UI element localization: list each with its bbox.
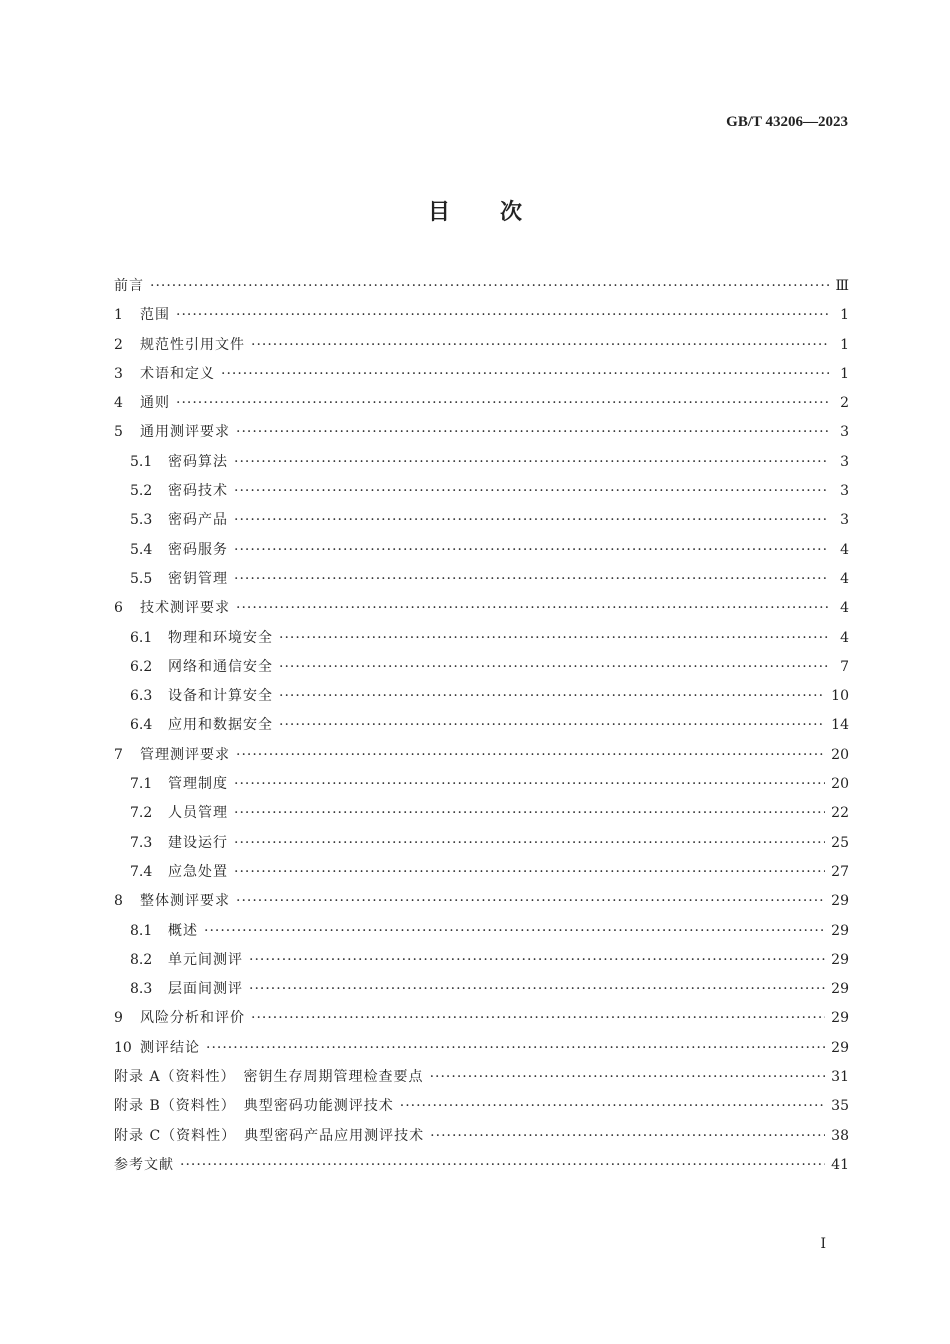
toc-entry[interactable] bbox=[114, 331, 849, 360]
toc-entry-page: 4 bbox=[840, 600, 849, 617]
toc-entry-label: 设备和计算安全 bbox=[168, 688, 273, 705]
toc-entry[interactable] bbox=[114, 1004, 849, 1033]
toc-entry-label: 层面间测评 bbox=[168, 981, 243, 998]
toc-entry-label: 密码算法 bbox=[168, 453, 228, 470]
toc-entry-label: 参考文献 bbox=[114, 1156, 174, 1173]
toc-entry-number: 5.5 bbox=[130, 570, 153, 587]
toc-entry-number: 5.4 bbox=[130, 541, 153, 558]
dot-leader bbox=[234, 565, 829, 594]
toc-entry-number: 3 bbox=[114, 365, 123, 382]
toc-entry-label: 单元间测评 bbox=[168, 951, 243, 968]
dot-leader bbox=[279, 711, 825, 740]
toc-entry-label: 附录 C（资料性） 典型密码产品应用测评技术 bbox=[114, 1127, 425, 1144]
toc-entry-number: 6.4 bbox=[130, 717, 153, 734]
dot-leader bbox=[236, 887, 825, 916]
page-number: I bbox=[820, 1236, 826, 1252]
toc-entry-page: 35 bbox=[831, 1098, 849, 1115]
toc-entry-label: 密钥管理 bbox=[168, 570, 228, 587]
toc-entry-label: 应急处置 bbox=[168, 863, 228, 880]
toc-entry-page: 20 bbox=[831, 776, 849, 793]
toc-entry[interactable] bbox=[114, 418, 849, 447]
toc-entry-page: 7 bbox=[840, 658, 849, 675]
dot-leader bbox=[180, 1151, 825, 1180]
toc-entry[interactable] bbox=[114, 1122, 849, 1151]
toc-entry-page: 3 bbox=[840, 483, 849, 500]
dot-leader bbox=[234, 448, 829, 477]
toc-entry[interactable] bbox=[114, 799, 849, 828]
toc-entry-label: 管理制度 bbox=[168, 776, 228, 793]
toc-entry-number: 5 bbox=[114, 424, 123, 441]
toc-entry-page: 22 bbox=[831, 805, 849, 822]
toc-entry-label: 网络和通信安全 bbox=[168, 658, 273, 675]
toc-entry-page: 3 bbox=[840, 512, 849, 529]
standard-number: GB/T 43206—2023 bbox=[726, 114, 848, 130]
toc-entry-label: 物理和环境安全 bbox=[168, 629, 273, 646]
toc-entry[interactable] bbox=[114, 741, 849, 770]
toc-entry-label: 技术测评要求 bbox=[140, 600, 230, 617]
toc-entry[interactable] bbox=[114, 536, 849, 565]
toc-entry-page: 38 bbox=[831, 1127, 849, 1144]
dot-leader bbox=[430, 1122, 825, 1151]
toc-entry[interactable] bbox=[114, 1092, 849, 1121]
dot-leader bbox=[279, 682, 825, 711]
toc-entry-label: 概述 bbox=[168, 922, 198, 939]
toc-entry[interactable] bbox=[114, 770, 849, 799]
toc-entry[interactable] bbox=[114, 858, 849, 887]
dot-leader bbox=[400, 1092, 825, 1121]
toc-entry-page: 1 bbox=[840, 336, 849, 353]
toc-entry[interactable] bbox=[114, 682, 849, 711]
toc-entry-page: 3 bbox=[840, 453, 849, 470]
dot-leader bbox=[249, 946, 825, 975]
toc-entry[interactable] bbox=[114, 1034, 849, 1063]
toc-entry-label: 风险分析和评价 bbox=[140, 1010, 245, 1027]
toc-entry-label: 通则 bbox=[140, 395, 170, 412]
toc-entry-page: 29 bbox=[831, 922, 849, 939]
dot-leader bbox=[430, 1063, 826, 1092]
toc-entry-number: 7.2 bbox=[130, 805, 153, 822]
toc-entry[interactable] bbox=[114, 301, 849, 330]
toc-entry-number: 8.2 bbox=[130, 951, 153, 968]
toc-entry[interactable] bbox=[114, 477, 849, 506]
toc-entry[interactable] bbox=[114, 624, 849, 653]
toc-entry-page: 1 bbox=[840, 365, 849, 382]
toc-entry-page: 4 bbox=[840, 570, 849, 587]
toc-entry-page: 29 bbox=[831, 1010, 849, 1027]
toc-entry-number: 7.1 bbox=[130, 776, 153, 793]
page-title: 目次 bbox=[427, 199, 572, 225]
dot-leader bbox=[234, 536, 829, 565]
toc-entry-label: 建设运行 bbox=[168, 834, 228, 851]
toc-entry[interactable] bbox=[114, 448, 849, 477]
toc-entry[interactable] bbox=[114, 653, 849, 682]
toc-entry-label: 术语和定义 bbox=[140, 365, 215, 382]
toc-entry-number: 5.3 bbox=[130, 512, 153, 529]
toc-entry-label: 附录 B（资料性） 典型密码功能测评技术 bbox=[114, 1098, 394, 1115]
toc-entry[interactable] bbox=[114, 594, 849, 623]
dot-leader bbox=[251, 331, 829, 360]
toc-entry-page: 14 bbox=[831, 717, 849, 734]
toc-entry-label: 人员管理 bbox=[168, 805, 228, 822]
dot-leader bbox=[234, 799, 825, 828]
toc-entry-number: 5.1 bbox=[130, 453, 153, 470]
toc-entry[interactable] bbox=[114, 1063, 849, 1092]
toc-entry-number: 6.2 bbox=[130, 658, 153, 675]
dot-leader bbox=[176, 389, 829, 418]
toc-entry-number: 8 bbox=[114, 893, 123, 910]
toc-entry[interactable] bbox=[114, 711, 849, 740]
toc-entry[interactable] bbox=[114, 946, 849, 975]
dot-leader bbox=[234, 858, 825, 887]
toc-entry[interactable] bbox=[114, 1151, 849, 1180]
dot-leader bbox=[234, 506, 829, 535]
toc-entry-label: 范围 bbox=[140, 307, 170, 324]
toc-entry-label: 附录 A（资料性） 密钥生存周期管理检查要点 bbox=[114, 1069, 424, 1086]
dot-leader bbox=[234, 477, 829, 506]
toc-entry-number: 8.1 bbox=[130, 922, 153, 939]
toc-entry-number: 9 bbox=[114, 1010, 123, 1027]
toc-entry[interactable] bbox=[114, 272, 849, 301]
toc-entry[interactable] bbox=[114, 389, 849, 418]
dot-leader bbox=[234, 770, 825, 799]
dot-leader bbox=[251, 1004, 825, 1033]
toc-entry[interactable] bbox=[114, 360, 849, 389]
toc-entry-number: 7.3 bbox=[130, 834, 153, 851]
toc-entry-label: 整体测评要求 bbox=[140, 893, 230, 910]
toc-entry-label: 测评结论 bbox=[140, 1039, 200, 1056]
toc-entry-label: 规范性引用文件 bbox=[140, 336, 245, 353]
dot-leader bbox=[176, 301, 829, 330]
toc-entry-label: 密码服务 bbox=[168, 541, 228, 558]
toc-entry[interactable] bbox=[114, 975, 849, 1004]
toc-entry-number: 1 bbox=[114, 307, 123, 324]
toc-entry-label: 通用测评要求 bbox=[140, 424, 230, 441]
dot-leader bbox=[236, 594, 829, 623]
dot-leader bbox=[150, 272, 829, 301]
toc-entry-label: 应用和数据安全 bbox=[168, 717, 273, 734]
dot-leader bbox=[204, 917, 825, 946]
toc-entry-page: 1 bbox=[840, 307, 849, 324]
toc-entry[interactable] bbox=[114, 917, 849, 946]
toc-entry-number: 6.1 bbox=[130, 629, 153, 646]
toc-entry[interactable] bbox=[114, 887, 849, 916]
toc-entry-number: 4 bbox=[114, 395, 123, 412]
toc-entry-number: 8.3 bbox=[130, 981, 153, 998]
toc-entry-number: 6 bbox=[114, 600, 123, 617]
toc-entry-page: 3 bbox=[840, 424, 849, 441]
toc-entry-page: 29 bbox=[831, 951, 849, 968]
toc-entry-page: 29 bbox=[831, 981, 849, 998]
toc-entry-page: 27 bbox=[831, 863, 849, 880]
toc-entry-page: 10 bbox=[831, 688, 849, 705]
dot-leader bbox=[206, 1034, 825, 1063]
dot-leader bbox=[221, 360, 829, 389]
dot-leader bbox=[236, 418, 829, 447]
toc-entry[interactable] bbox=[114, 829, 849, 858]
toc-entry-number: 7 bbox=[114, 746, 123, 763]
toc-entry-page: 4 bbox=[840, 629, 849, 646]
dot-leader bbox=[279, 653, 829, 682]
toc-entry-page: 31 bbox=[831, 1069, 849, 1086]
toc-entry-page: 41 bbox=[831, 1156, 849, 1173]
toc-entry-number: 6.3 bbox=[130, 688, 153, 705]
toc-entry-page: 29 bbox=[831, 1039, 849, 1056]
toc-entry-page: 2 bbox=[840, 395, 849, 412]
toc-entry-page: 25 bbox=[831, 834, 849, 851]
toc-entry-number: 10 bbox=[114, 1039, 132, 1056]
toc-entry[interactable] bbox=[114, 506, 849, 535]
toc-entry-number: 7.4 bbox=[130, 863, 153, 880]
table-of-contents bbox=[114, 272, 849, 1180]
dot-leader bbox=[236, 741, 825, 770]
dot-leader bbox=[234, 829, 825, 858]
toc-entry-page: 29 bbox=[831, 893, 849, 910]
toc-entry-label: 密码产品 bbox=[168, 512, 228, 529]
toc-entry-label: 管理测评要求 bbox=[140, 746, 230, 763]
dot-leader bbox=[279, 624, 829, 653]
toc-entry-label: 密码技术 bbox=[168, 483, 228, 500]
toc-entry-page: Ⅲ bbox=[835, 278, 849, 294]
toc-entry-label: 前言 bbox=[114, 278, 144, 294]
toc-entry-page: 4 bbox=[840, 541, 849, 558]
toc-entry-page: 20 bbox=[831, 746, 849, 763]
dot-leader bbox=[249, 975, 825, 1004]
toc-entry-number: 2 bbox=[114, 336, 123, 353]
toc-entry-number: 5.2 bbox=[130, 483, 153, 500]
toc-entry[interactable] bbox=[114, 565, 849, 594]
